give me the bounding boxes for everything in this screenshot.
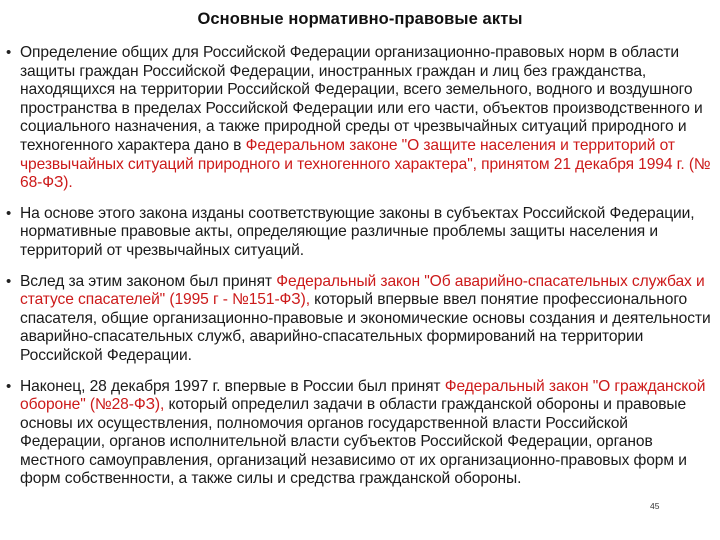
law-reference: Федеральный закон "Об аварийно-спасательных службах и статусе спасателей" (1995 г - №151-ФЗ), <box>20 272 705 309</box>
bullet-text: Вслед за этим законом был принят <box>20 272 277 290</box>
list-item <box>6 44 712 193</box>
list-item <box>6 273 712 366</box>
bullet-text: . <box>68 174 73 192</box>
bullet-icon: • <box>6 204 12 222</box>
bullet-icon: • <box>6 44 12 61</box>
list-item <box>6 205 712 261</box>
law-reference: Федеральный закон "О гражданской обороне" (№28-ФЗ), <box>20 377 706 414</box>
bullet-list <box>6 44 712 501</box>
bullet-text: Определение общих для Российской Федерации организационно-правовых норм в области защиты граждан Российской Федерации, иностранных граждан и лиц без гражданства, находящихся на территории Российской Федерации, всего земельного, водного и воздушного пространства в пределах Российской Федерации или его части, объектов производственного и социального назначения, а также природной среды от чрезвычайных ситуаций природного и техногенного характера дано в <box>20 44 703 154</box>
bullet-icon: • <box>6 272 12 290</box>
bullet-text: который определил задачи в области гражданской обороны и правовые основы их осуществления, полномочия органов государственной власти Российской Федерации, органов исполнительной власти субъектов Российской Федерации, органов местного самоуправления, организаций независимо от их организационно-правовых форм и форм собственности, а также силы и средства гражданской обороны. <box>20 396 687 488</box>
law-reference: Федеральном законе "О защите населения и территорий от чрезвычайных ситуаций природного и техногенного характера", принятом 21 декабря 1994 г. (№ 68-ФЗ) <box>20 136 711 192</box>
bullet-icon: • <box>6 377 12 395</box>
page-number: 45 <box>650 501 660 511</box>
bullet-text: который впервые ввел понятие профессионального спасателя, общие организационно-правовые и экономические основы создания и деятельности аварийно-спасательных служб, аварийно-спасательных формирований на территории Российской Федерации. <box>20 291 711 364</box>
list-item <box>6 378 712 490</box>
bullet-text: Наконец, 28 декабря 1997 г. впервые в России был принят <box>20 377 445 395</box>
page-title: Основные нормативно-правовые акты <box>197 10 523 28</box>
bullet-text: На основе этого закона изданы соответствующие законы в субъектах Российской Федерации, нормативные правовые акты, определяющие различные проблемы защиты населения и территорий от чрезвычайных ситуаций. <box>20 204 695 259</box>
